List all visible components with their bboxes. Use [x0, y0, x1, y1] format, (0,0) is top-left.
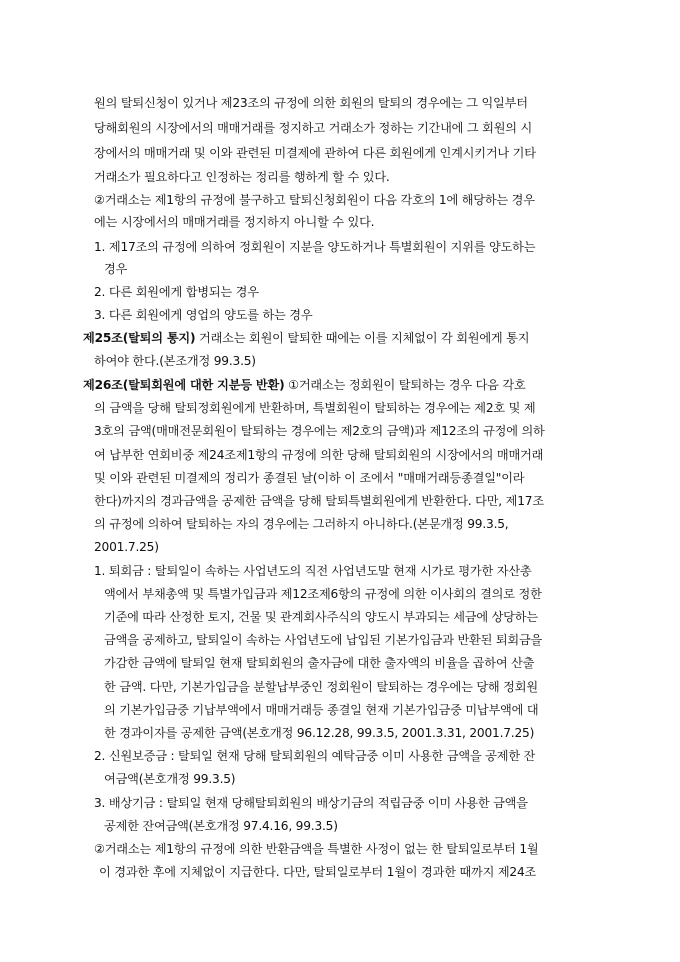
- text-line: 거래소가 필요하다고 인정하는 정리를 행하게 할 수 있다.: [94, 170, 390, 184]
- text-line: 한다)까지의 경과금액을 공제한 금액을 당해 탈퇴특별회원에게 반환한다. 다만, 제17조: [94, 494, 544, 508]
- text-line: 의 기본가입금중 기납부액에서 매매거래등 종결일 현재 기본가입금중 미납부액에 대: [104, 703, 539, 717]
- text-line: 2001.7.25): [94, 540, 159, 554]
- text-line: 의 금액을 당해 탈퇴정회원에게 반환하며, 특별회원이 탈퇴하는 경우에는 제2호 및 제: [94, 401, 536, 415]
- text-line: 한 금액. 다만, 기본가입금을 분할납부중인 정회원이 탈퇴하는 경우에는 당해 정회원: [104, 680, 538, 694]
- paragraph-2-line: ②거래소는 제1항의 규정에 의한 반환금액을 특별한 사정이 없는 한 탈퇴일로부터 1월: [94, 842, 539, 856]
- text-line: 여금액(본호개정 99.3.5): [104, 772, 236, 786]
- text-line: 여 납부한 연회비중 제24조제1항의 규정에 의한 당해 탈퇴회원의 시장에서의 매매거래: [94, 448, 544, 462]
- text-line: 한 경과이자를 공제한 금액(본호개정 96.12.28, 99.3.5, 2001.3.31, 2001.7.25): [104, 726, 535, 740]
- text-line: 금액을 공제하고, 탈퇴일이 속하는 사업년도에 납입된 기본가입금과 반환된 퇴회금을: [104, 633, 543, 647]
- paragraph-2-line: ②거래소는 제1항의 규정에 불구하고 탈퇴신청회원이 다음 각호의 1에 해당하는 경우: [94, 193, 535, 207]
- text-line: 하여야 한다.(본조개정 99.3.5): [94, 354, 256, 368]
- text-line: 및 이와 관련된 미결제의 정리가 종결된 날(이하 이 조에서 "매매거래등종결일"이라: [94, 471, 525, 485]
- article-25-line: [83, 330, 529, 346]
- list-item-3: 3. 다른 회원에게 영업의 양도를 하는 경우: [94, 308, 313, 322]
- text-line: 기준에 따라 산정한 토지, 건물 및 관계회사주식의 양도시 부과되는 세금에 상당하는: [104, 610, 538, 624]
- text-line: 가감한 금액에 탈퇴일 현재 탈퇴회원의 출자금에 대한 출자액의 비율을 곱하여 산출: [104, 656, 535, 670]
- text-line: 경우: [104, 262, 128, 276]
- list-item-1: 1. 퇴회금 : 탈퇴일이 속하는 사업년도의 직전 사업년도말 현재 시가로 평가한 자산총: [94, 564, 532, 578]
- list-item-1: 1. 제17조의 규정에 의하여 정회원이 지분을 양도하거나 특별회원이 지위를 양도하는: [94, 240, 536, 254]
- text-line: 액에서 부채총액 및 특별가입금과 제12조제6항의 규정에 의한 이사회의 결의로 정한: [104, 587, 542, 601]
- list-item-2: 2. 다른 회원에게 합병되는 경우: [94, 285, 259, 299]
- list-item-2: 2. 신원보증금 : 탈퇴일 현재 당해 탈퇴회원의 예탁금중 이미 사용한 금액을 공제한 잔: [94, 749, 536, 763]
- text-line: 장에서의 매매거래 및 이와 관련된 미결제에 관하여 다른 회원에게 인계시키거나 기타: [94, 146, 536, 160]
- text-line: 3호의 금액(매매전문회원이 탈퇴하는 경우에는 제2호의 금액)과 제12조의 규정에 의하: [94, 424, 545, 438]
- article-26-heading: 제26조(탈퇴회원에 대한 지분등 반환): [83, 378, 285, 392]
- text-line: 공제한 잔여금액(본호개정 97.4.16, 99.3.5): [104, 819, 338, 833]
- text-line: 당해회원의 시장에서의 매매거래를 정지하고 거래소가 정하는 기간내에 그 회원의 시: [94, 121, 533, 135]
- list-item-3: 3. 배상기금 : 탈퇴일 현재 당해탈퇴회원의 배상기금의 적립금중 이미 사용한 금액을: [94, 796, 528, 810]
- text-line: 이 경과한 후에 지체없이 지급한다. 다만, 탈퇴일로부터 1월이 경과한 때까지 제24조: [99, 865, 537, 879]
- article-26-text: ①거래소는 정회원이 탈퇴하는 경우 다음 각호: [284, 378, 526, 392]
- article-25-text: 거래소는 회원이 탈퇴한 때에는 이를 지체없이 각 회원에게 통지: [195, 331, 530, 345]
- article-25-heading: 제25조(탈퇴의 통지): [83, 331, 196, 345]
- text-line: 원의 탈퇴신청이 있거나 제23조의 규정에 의한 회원의 탈퇴의 경우에는 그 익일부터: [94, 96, 528, 110]
- text-line: 의 규정에 의하여 탈퇴하는 자의 경우에는 그러하지 아니하다.(본문개정 99.3.5,: [94, 517, 509, 531]
- text-line: 에는 시장에서의 매매거래를 정지하지 아니할 수 있다.: [94, 215, 375, 229]
- article-26-line: [83, 377, 526, 393]
